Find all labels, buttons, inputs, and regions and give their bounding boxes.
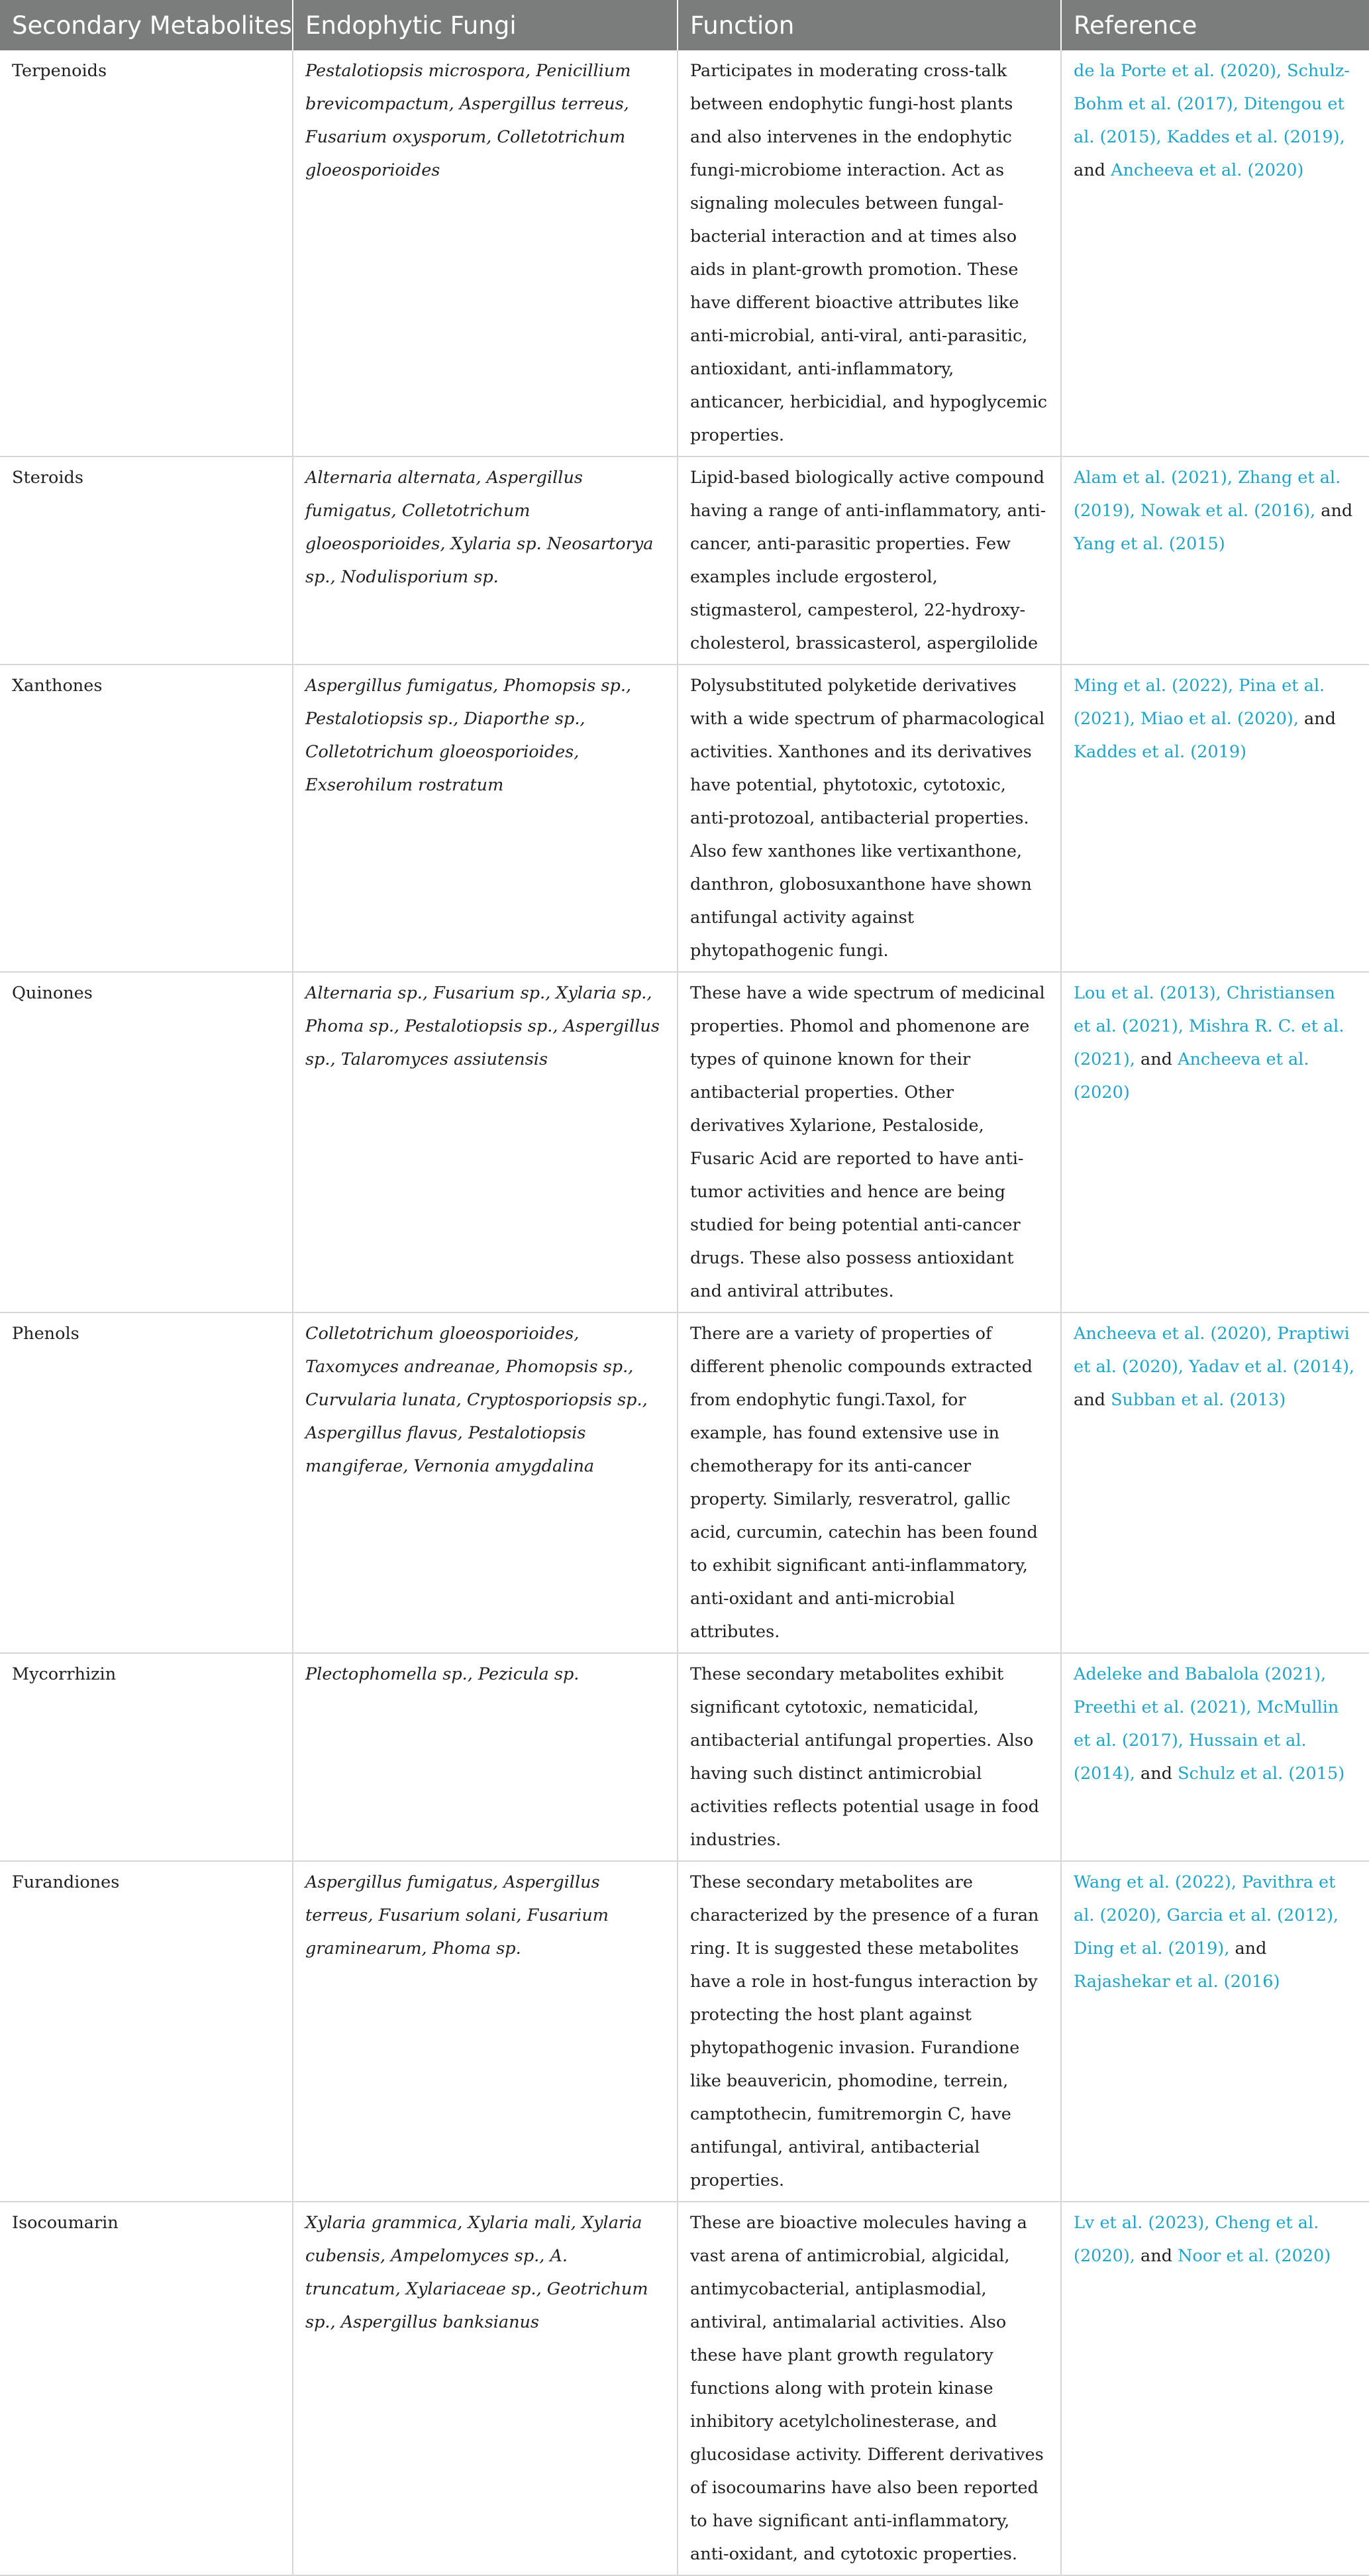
reference-links[interactable]: Ming et al. (2022), Pina et al. (2021), Miao et al. (2020), xyxy=(1074,676,1325,729)
function-cell: There are a variety of properties of different phenolic compounds extracted from endophytic fungi.Taxol, for example, has found extensive use in chemotherapy for its anti-cancer property. Similarly, resveratrol, gallic acid, curcumin, catechin has been found to exhibit significant anti-inflammatory, anti-oxidant and anti-microbial attributes. xyxy=(678,1313,1061,1653)
metabolite-cell: Xanthones xyxy=(0,665,293,972)
reference-links[interactable]: Ancheeva et al. (2020), Praptiwi et al. (2020), Yadav et al. (2014), xyxy=(1074,1324,1355,1377)
function-cell: These are bioactive molecules having a vast arena of antimicrobial, algicidal, antimycobacterial, antiplasmodial, antiviral, antimalarial activities. Also these have plant growth regulatory functions along with protein kinase inhibitory acetylcholinesterase, and glucosidase activity. Different derivatives of isocoumarins have also been reported to have significant anti-inflammatory, anti-oxidant, and cytotoxic properties. xyxy=(678,2202,1061,2575)
fungi-cell: Xylaria grammica, Xylaria mali, Xylaria cubensis, Ampelomyces sp., A. truncatum, Xylariaceae sp., Geotrichum sp., Aspergillus banksianus xyxy=(293,2202,678,2575)
reference-cell xyxy=(1061,1653,1369,1861)
reference-and: and xyxy=(1141,1764,1172,1784)
reference-and: and xyxy=(1321,501,1353,521)
table-row xyxy=(0,1653,1369,1861)
table-row xyxy=(0,1861,1369,2202)
fungi-cell: Alternaria sp., Fusarium sp., Xylaria sp., Phoma sp., Pestalotiopsis sp., Aspergillus sp., Talaromyces assiutensis xyxy=(293,972,678,1313)
reference-and: and xyxy=(1141,2246,1172,2266)
table-row xyxy=(0,456,1369,665)
reference-links[interactable]: Wang et al. (2022), Pavithra et al. (2020), Garcia et al. (2012), Ding et al. (2019), xyxy=(1074,1872,1339,1959)
table-row xyxy=(0,1313,1369,1653)
table-row xyxy=(0,2202,1369,2575)
metabolite-cell: Quinones xyxy=(0,972,293,1313)
reference-cell xyxy=(1061,1313,1369,1653)
fungi-cell: Pestalotiopsis microspora, Penicillium brevicompactum, Aspergillus terreus, Fusarium oxysporum, Colletotrichum gloeosporioides xyxy=(293,50,678,456)
reference-cell xyxy=(1061,50,1369,456)
reference-and: and xyxy=(1303,709,1336,729)
table-row xyxy=(0,50,1369,456)
header-function: Function xyxy=(678,0,1061,50)
metabolite-cell: Phenols xyxy=(0,1313,293,1653)
reference-cell xyxy=(1061,972,1369,1313)
reference-link-last[interactable]: Rajashekar et al. (2016) xyxy=(1074,1972,1280,1992)
table-header-row xyxy=(0,0,1369,50)
reference-links[interactable]: de la Porte et al. (2020), Schulz-Bohm et al. (2017), Ditengou et al. (2015), Kaddes et al. (2019), xyxy=(1074,61,1350,147)
header-endophytic-fungi: Endophytic Fungi xyxy=(293,0,678,50)
reference-link-last[interactable]: Kaddes et al. (2019) xyxy=(1074,742,1246,762)
reference-links[interactable]: Lou et al. (2013), Christiansen et al. (2021), Mishra R. C. et al. (2021), xyxy=(1074,983,1344,1069)
metabolite-cell: Terpenoids xyxy=(0,50,293,456)
fungi-cell: Plectophomella sp., Pezicula sp. xyxy=(293,1653,678,1861)
metabolite-cell: Steroids xyxy=(0,456,293,665)
reference-link-last[interactable]: Subban et al. (2013) xyxy=(1111,1390,1286,1410)
metabolite-cell: Mycorrhizin xyxy=(0,1653,293,1861)
header-secondary-metabolites: Secondary Metabolites xyxy=(12,11,292,40)
fungi-cell: Aspergillus fumigatus, Aspergillus terreus, Fusarium solani, Fusarium graminearum, Phoma sp. xyxy=(293,1861,678,2202)
reference-cell xyxy=(1061,1861,1369,2202)
table-row xyxy=(0,972,1369,1313)
function-cell: Polysubstituted polyketide derivatives with a wide spectrum of pharmacological activities. Xanthones and its derivatives have potential, phytotoxic, cytotoxic, anti-protozoal, antibacterial properties. Also few xanthones like vertixanthone, danthron, globosuxanthone have shown antifungal activity against phytopathogenic fungi. xyxy=(678,665,1061,972)
reference-cell xyxy=(1061,2202,1369,2575)
reference-link-last[interactable]: Yang et al. (2015) xyxy=(1074,534,1225,554)
reference-links[interactable]: Adeleke and Babalola (2021), Preethi et al. (2021), McMullin et al. (2017), Hussain et al. (2014), xyxy=(1074,1664,1339,1784)
function-cell: Participates in moderating cross-talk between endophytic fungi-host plants and also intervenes in the endophytic fungi-microbiome interaction. Act as signaling molecules between fungal-bacterial interaction and at times also aids in plant-growth promotion. These have different bioactive attributes like anti-microbial, anti-viral, anti-parasitic, antioxidant, anti-inflammatory, anticancer, herbicidial, and hypoglycemic properties. xyxy=(678,50,1061,456)
table-row xyxy=(0,665,1369,972)
reference-cell xyxy=(1061,456,1369,665)
reference-and: and xyxy=(1074,1390,1105,1410)
reference-and: and xyxy=(1235,1939,1267,1959)
reference-links[interactable]: Alam et al. (2021), Zhang et al. (2019), Nowak et al. (2016), xyxy=(1074,468,1341,521)
metabolite-cell: Isocoumarin xyxy=(0,2202,293,2575)
reference-links[interactable]: Lv et al. (2023), Cheng et al. (2020), xyxy=(1074,2213,1319,2266)
reference-cell xyxy=(1061,665,1369,972)
reference-link-last[interactable]: Schulz et al. (2015) xyxy=(1178,1764,1345,1784)
function-cell: These secondary metabolites exhibit significant cytotoxic, nematicidal, antibacterial antifungal properties. Also having such distinct antimicrobial activities reflects potential usage in food industries. xyxy=(678,1653,1061,1861)
reference-link-last[interactable]: Noor et al. (2020) xyxy=(1178,2246,1331,2266)
fungi-cell: Colletotrichum gloeosporioides, Taxomyces andreanae, Phomopsis sp., Curvularia lunata, Cryptosporiopsis sp., Aspergillus flavus, Pestalotiopsis mangiferae, Vernonia amygdalina xyxy=(293,1313,678,1653)
function-cell: Lipid-based biologically active compound having a range of anti-inflammatory, anti-cancer, anti-parasitic properties. Few examples include ergosterol, stigmasterol, campesterol, 22-hydroxy-cholesterol, brassicasterol, aspergilolide xyxy=(678,456,1061,665)
fungi-cell: Aspergillus fumigatus, Phomopsis sp., Pestalotiopsis sp., Diaporthe sp., Colletotrichum gloeosporioides, Exserohilum rostratum xyxy=(293,665,678,972)
reference-link-last[interactable]: Ancheeva et al. (2020) xyxy=(1074,1049,1309,1102)
header-reference: Reference xyxy=(1061,0,1369,50)
reference-and: and xyxy=(1141,1049,1172,1069)
reference-and: and xyxy=(1074,160,1105,180)
function-cell: These secondary metabolites are characterized by the presence of a furan ring. It is suggested these metabolites have a role in host-fungus interaction by protecting the host plant against phytopathogenic invasion. Furandione like beauvericin, phomodine, terrein, camptothecin, fumitremorgin C, have antifungal, antiviral, antibacterial properties. xyxy=(678,1861,1061,2202)
fungi-cell: Alternaria alternata, Aspergillus fumigatus, Colletotrichum gloeosporioides, Xylaria sp. Neosartorya sp., Nodulisporium sp. xyxy=(293,456,678,665)
metabolite-cell: Furandiones xyxy=(0,1861,293,2202)
reference-link-last[interactable]: Ancheeva et al. (2020) xyxy=(1111,160,1304,180)
function-cell: These have a wide spectrum of medicinal properties. Phomol and phomenone are types of quinone known for their antibacterial properties. Other derivatives Xylarione, Pestaloside, Fusaric Acid are reported to have anti-tumor activities and hence are being studied for being potential anti-cancer drugs. These also possess antioxidant and antiviral attributes. xyxy=(678,972,1061,1313)
